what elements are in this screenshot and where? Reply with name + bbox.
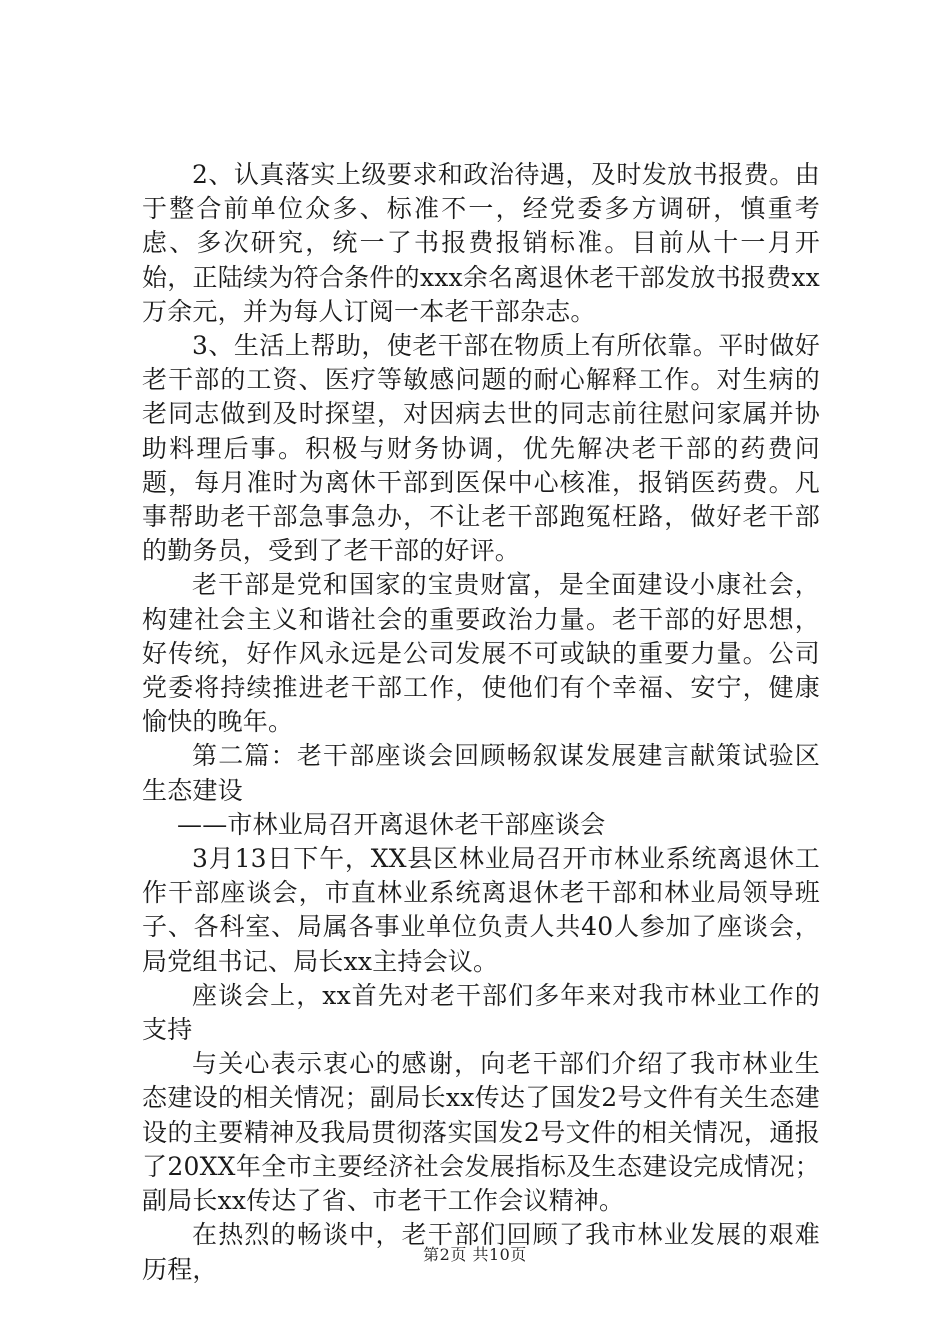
paragraph-meeting-thanks: 座谈会上，xx首先对老干部们多年来对我市林业工作的支持 bbox=[142, 980, 820, 1045]
paragraph-book-allowance: 2、认真落实上级要求和政治待遇，及时发放书报费。由于整合前单位众多、标准不一，经党委多方调研，慎重考虑、多次研究，统一了书报费报销标准。目前从十一月开始，正陆续为符合条件的xxx余名离退休老干部发放书报费xx万余元，并为每人订阅一本老干部杂志。 bbox=[142, 160, 820, 326]
paragraph-living-assistance: 3、生活上帮助，使老干部在物质上有所依靠。平时做好老干部的工资、医疗等敏感问题的耐心解释工作。对生病的老同志做到及时探望，对因病去世的同志前往慰问家属并协助料理后事。积极与财务协调，优先解决老干部的药费问题，每月准时为离休干部到医保中心核准，报销医药费。凡事帮助老干部急事急办，不让老干部跑冤枉路，做好老干部的勤务员，受到了老干部的好评。 bbox=[142, 331, 820, 566]
paragraph-conclusion: 老干部是党和国家的宝贵财富，是全面建设小康社会，构建社会主义和谐社会的重要政治力量。老干部的好思想，好传统，好作风永远是公司发展不可或缺的重要力量。公司党委将持续推进老干部工作，使他们有个幸福、安宁，健康愉快的晚年。 bbox=[142, 570, 820, 737]
page-number: 第2页 共10页 bbox=[423, 1245, 527, 1264]
paragraph-meeting-intro: 3月13日下午，XX县区林业局召开市林业系统离退休工作干部座谈会，市直林业系统离退休老干部和林业局领导班子、各科室、局属各事业单位负责人共40人参加了座谈会，局党组书记、局长xx主持会议。 bbox=[142, 844, 820, 976]
paragraph-discussion: 在热烈的畅谈中，老干部们回顾了我市林业发展的艰难历程， bbox=[142, 1220, 820, 1284]
document-body bbox=[142, 158, 820, 1287]
paragraph-meeting-details: 与关心表示衷心的感谢，向老干部们介绍了我市林业生态建设的相关情况；副局长xx传达了国发2号文件有关生态建设的主要精神及我局贯彻落实国发2号文件的相关情况，通报了20XX年全市主要经济社会发展指标及生态建设完成情况；副局长xx传达了省、市老干工作会议精神。 bbox=[142, 1049, 820, 1216]
section-subtitle: ——市林业局召开离退休老干部座谈会 bbox=[177, 809, 606, 839]
section-heading: 第二篇：老干部座谈会回顾畅叙谋发展建言献策试验区生态建设 bbox=[142, 741, 820, 805]
